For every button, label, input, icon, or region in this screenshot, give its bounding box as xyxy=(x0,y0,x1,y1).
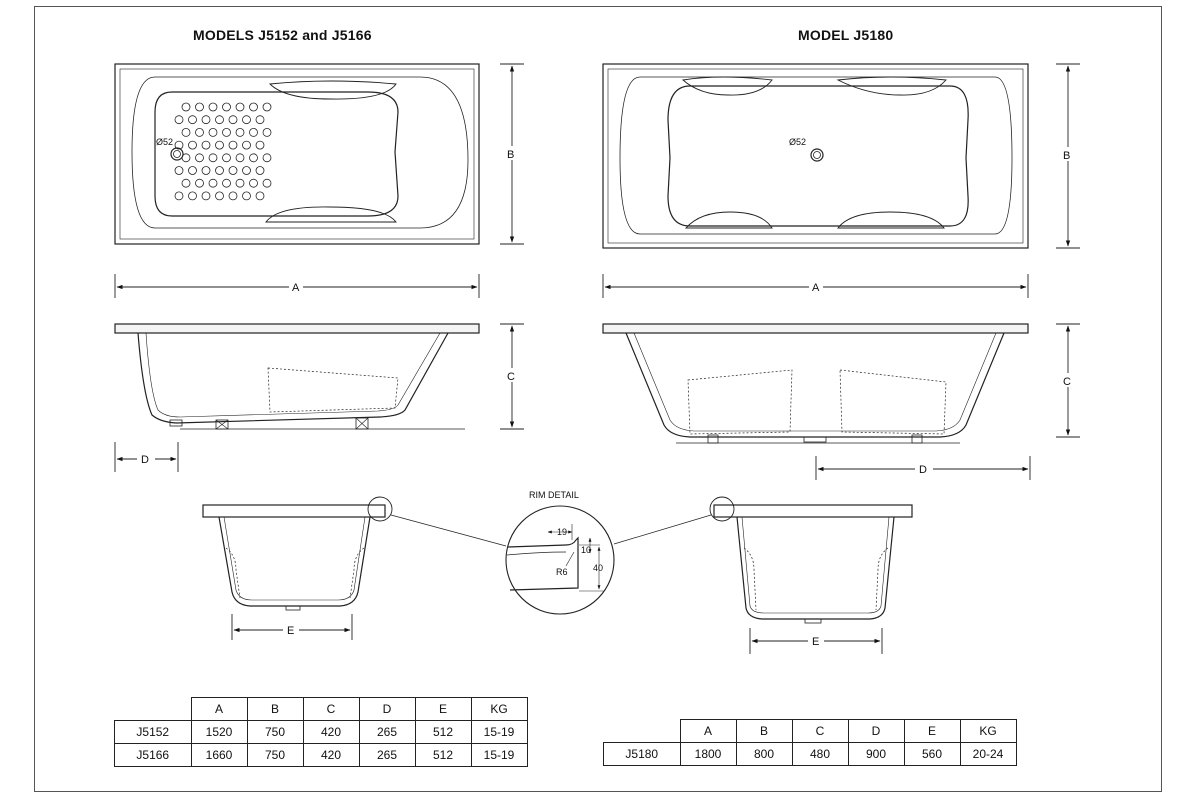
table-cell: J5180 xyxy=(604,743,681,766)
table-cell: 1800 xyxy=(680,743,736,766)
table-cell: 900 xyxy=(848,743,904,766)
anti-slip-dot xyxy=(189,116,197,124)
anti-slip-dot xyxy=(263,179,271,187)
anti-slip-dot xyxy=(182,128,190,136)
anti-slip-dot xyxy=(223,179,231,187)
rim-detail-title: RIM DETAIL xyxy=(529,490,579,500)
right-d-label: D xyxy=(919,464,927,476)
anti-slip-dot xyxy=(209,128,217,136)
anti-slip-dot xyxy=(196,103,204,111)
anti-slip-dot xyxy=(216,167,224,175)
anti-slip-dot xyxy=(202,167,210,175)
anti-slip-dot xyxy=(175,192,183,200)
table-cell: 800 xyxy=(736,743,792,766)
anti-slip-dot xyxy=(236,179,244,187)
anti-slip-dot xyxy=(223,103,231,111)
table-header-row xyxy=(115,698,528,721)
table-cell: 20-24 xyxy=(960,743,1016,766)
right-a-label: A xyxy=(812,282,820,294)
anti-slip-dot xyxy=(196,128,204,136)
anti-slip-dot xyxy=(263,128,271,136)
anti-slip-dot xyxy=(223,128,231,136)
table-cell xyxy=(115,698,192,721)
anti-slip-dot xyxy=(209,154,217,162)
table-cell: 420 xyxy=(303,744,359,767)
anti-slip-dot xyxy=(263,103,271,111)
right-c-label: C xyxy=(1063,376,1071,388)
table-header-cell: D xyxy=(848,720,904,743)
anti-slip-dot xyxy=(243,141,251,149)
anti-slip-dot xyxy=(236,154,244,162)
table-cell: J5152 xyxy=(115,721,192,744)
left-e-label: E xyxy=(287,625,295,637)
left-drain-label: Ø52 xyxy=(156,137,174,147)
table-cell: 265 xyxy=(359,721,415,744)
anti-slip-dot xyxy=(223,154,231,162)
anti-slip-dot xyxy=(216,192,224,200)
anti-slip-dot xyxy=(256,167,264,175)
anti-slip-dot xyxy=(263,154,271,162)
anti-slip-dot xyxy=(216,116,224,124)
left-spec-table xyxy=(114,697,528,767)
right-end-view xyxy=(614,497,912,623)
table-cell: 560 xyxy=(904,743,960,766)
right-top-view xyxy=(603,64,1028,248)
table-header-cell: A xyxy=(191,698,247,721)
table-header-cell: B xyxy=(247,698,303,721)
table-cell: 750 xyxy=(247,744,303,767)
table-row xyxy=(115,721,528,744)
rim-lip-label: 10 xyxy=(581,545,592,555)
right-drain-label: Ø52 xyxy=(789,137,807,147)
table-row xyxy=(604,743,1017,766)
anti-slip-dot xyxy=(189,167,197,175)
table-cell xyxy=(604,720,681,743)
table-header-cell: B xyxy=(736,720,792,743)
right-b-label: B xyxy=(1063,150,1071,162)
table-header-cell: KG xyxy=(960,720,1016,743)
table-cell: 420 xyxy=(303,721,359,744)
right-side-view xyxy=(603,324,1028,443)
anti-slip-dot xyxy=(196,154,204,162)
anti-slip-dot xyxy=(182,103,190,111)
table-header-cell: A xyxy=(680,720,736,743)
anti-slip-dot xyxy=(256,116,264,124)
left-top-view xyxy=(115,64,479,244)
table-cell: 512 xyxy=(415,744,471,767)
right-title: MODEL J5180 xyxy=(798,27,894,43)
rim-width-label: 19 xyxy=(557,527,568,537)
anti-slip-dot xyxy=(250,154,258,162)
right-e-label: E xyxy=(812,636,820,648)
rim-radius-label: R6 xyxy=(556,567,568,577)
table-cell: J5166 xyxy=(115,744,192,767)
anti-slip-dot xyxy=(229,167,237,175)
rim-detail xyxy=(506,506,614,614)
table-header-cell: E xyxy=(904,720,960,743)
table-header-cell: E xyxy=(415,698,471,721)
left-side-view xyxy=(115,324,479,429)
anti-slip-dot xyxy=(236,103,244,111)
anti-slip-dot xyxy=(209,179,217,187)
anti-slip-dot xyxy=(175,116,183,124)
anti-slip-dot xyxy=(182,179,190,187)
left-end-view xyxy=(203,497,506,610)
table-header-cell: C xyxy=(792,720,848,743)
anti-slip-dot xyxy=(243,116,251,124)
table-header-row xyxy=(604,720,1017,743)
table-cell: 1660 xyxy=(191,744,247,767)
table-cell: 1520 xyxy=(191,721,247,744)
left-title: MODELS J5152 and J5166 xyxy=(193,27,372,43)
anti-slip-dot xyxy=(202,141,210,149)
table-cell: 265 xyxy=(359,744,415,767)
table-cell: 15-19 xyxy=(471,721,527,744)
anti-slip-dot xyxy=(202,192,210,200)
anti-slip-dot xyxy=(175,167,183,175)
rim-depth-label: 40 xyxy=(593,563,604,573)
left-d-label: D xyxy=(141,454,149,466)
anti-slip-dot xyxy=(256,192,264,200)
table-cell: 15-19 xyxy=(471,744,527,767)
anti-slip-dot xyxy=(250,103,258,111)
table-header-cell: KG xyxy=(471,698,527,721)
table-header-cell: D xyxy=(359,698,415,721)
anti-slip-dot xyxy=(189,141,197,149)
anti-slip-dot xyxy=(189,192,197,200)
anti-slip-dot xyxy=(236,128,244,136)
anti-slip-dot xyxy=(250,128,258,136)
left-a-label: A xyxy=(292,282,300,294)
table-cell: 750 xyxy=(247,721,303,744)
anti-slip-dot xyxy=(196,179,204,187)
anti-slip-dot xyxy=(250,179,258,187)
anti-slip-dot xyxy=(229,192,237,200)
anti-slip-dot xyxy=(243,192,251,200)
table-row xyxy=(115,744,528,767)
right-spec-table xyxy=(603,719,1017,766)
anti-slip-dot xyxy=(256,141,264,149)
anti-slip-dot xyxy=(216,141,224,149)
table-cell: 512 xyxy=(415,721,471,744)
anti-slip-dot xyxy=(202,116,210,124)
anti-slip-dot xyxy=(209,103,217,111)
table-header-cell: C xyxy=(303,698,359,721)
anti-slip-dot xyxy=(229,141,237,149)
anti-slip-dot xyxy=(243,167,251,175)
anti-slip-dot xyxy=(229,116,237,124)
left-b-label: B xyxy=(507,149,515,161)
left-c-label: C xyxy=(507,371,515,383)
table-cell: 480 xyxy=(792,743,848,766)
